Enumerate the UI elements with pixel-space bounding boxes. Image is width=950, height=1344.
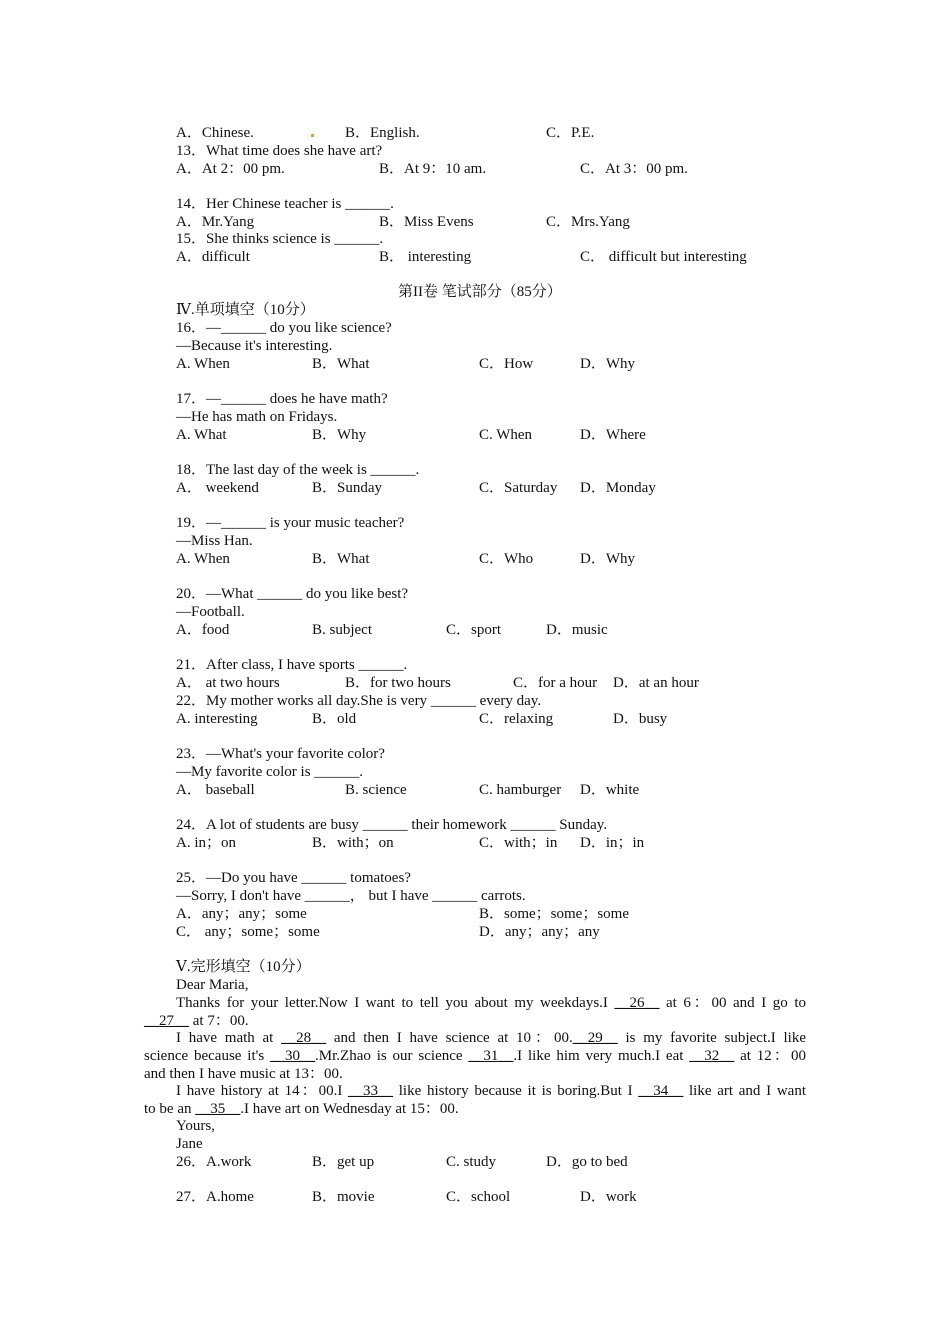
- q21-option-d: D．at an hour: [613, 675, 699, 691]
- q19-option-a: A. When: [176, 551, 230, 567]
- q19-answer-line: —Miss Han.: [176, 533, 253, 549]
- q24-stem: 24．A lot of students are busy ______ their homework ______ Sunday.: [176, 817, 608, 833]
- blank-32: __32__: [689, 1048, 735, 1064]
- q20-stem: 20．—What ______ do you like best?: [176, 586, 409, 602]
- q17-option-b: B．Why: [312, 427, 367, 443]
- q19-option-c: C．Who: [479, 551, 534, 567]
- q22-option-a: A. interesting: [176, 711, 258, 727]
- q21-option-b: B．for two hours: [345, 675, 451, 691]
- q23-option-d: D．white: [580, 782, 640, 798]
- q25-option-c: C． any；some；some: [176, 924, 320, 940]
- blank-34: __34__: [638, 1083, 684, 1099]
- q20-option-b: B. subject: [312, 622, 372, 638]
- q18-option-a: A． weekend: [176, 480, 259, 496]
- q22-option-d: D．busy: [613, 711, 668, 727]
- q24-option-c: C．with；in: [479, 835, 558, 851]
- q16-option-a: A. When: [176, 356, 230, 372]
- blank-29: __29__: [572, 1030, 618, 1046]
- q23-option-a: A． baseball: [176, 782, 255, 798]
- q13-stem: 13．What time does she have art?: [176, 143, 383, 159]
- q21-option-a: A． at two hours: [176, 675, 280, 691]
- q26-option-b: B．get up: [312, 1154, 375, 1170]
- q17-answer-line: —He has math on Fridays.: [176, 409, 338, 425]
- q27-option-c: C．school: [446, 1189, 511, 1205]
- q14-option-a: A．Mr.Yang: [176, 214, 255, 230]
- q12-option-b: B．English.: [345, 125, 420, 141]
- blank-28: __28__: [281, 1030, 327, 1046]
- letter-paragraph-2-line-2: science because it's __30__.Mr.Zhao is our science __31__.I like him very much.I eat __32__ at 12：00: [144, 1048, 806, 1064]
- q23-option-c: C. hamburger: [479, 782, 562, 798]
- decorative-dot: [311, 134, 314, 137]
- blank-27: __27__: [144, 1013, 189, 1029]
- q14-option-b: B．Miss Evens: [379, 214, 474, 230]
- q20-answer-line: —Football.: [176, 604, 245, 620]
- q16-option-b: B．What: [312, 356, 370, 372]
- q21-option-c: C．for a hour: [513, 675, 598, 691]
- letter-paragraph-1-line-2: __27__ at 7：00.: [144, 1013, 249, 1029]
- q27-option-b: B．movie: [312, 1189, 375, 1205]
- q19-stem: 19．—______ is your music teacher?: [176, 515, 405, 531]
- q15-stem: 15．She thinks science is ______.: [176, 231, 384, 247]
- section-4-title: Ⅳ.单项填空（10分）: [176, 302, 315, 318]
- q14-option-c: C．Mrs.Yang: [546, 214, 630, 230]
- q23-answer-line: —My favorite color is ______.: [176, 764, 364, 780]
- q25-stem: 25．—Do you have ______ tomatoes?: [176, 870, 411, 886]
- q15-option-a: A．difficult: [176, 249, 250, 265]
- blank-33: __33__: [348, 1083, 394, 1099]
- q23-option-b: B. science: [345, 782, 407, 798]
- q20-option-c: C．sport: [446, 622, 502, 638]
- section-2-title: 第II卷 笔试部分（85分）: [398, 284, 562, 300]
- q16-answer-line: —Because it's interesting.: [176, 338, 333, 354]
- letter-paragraph-2-line-3: and then I have music at 13：00.: [144, 1066, 343, 1082]
- letter-paragraph-3-line-1: I have history at 14：00.I __33__ like history because it is boring.But I __34__ like art and I want: [176, 1083, 806, 1099]
- q22-option-b: B．old: [312, 711, 357, 727]
- q12-option-a: A．Chinese.: [176, 125, 254, 141]
- q15-option-c: C． difficult but interesting: [580, 249, 747, 265]
- q22-option-c: C．relaxing: [479, 711, 554, 727]
- blank-26: __26__: [614, 995, 660, 1011]
- q21-stem: 21．After class, I have sports ______.: [176, 657, 408, 673]
- q25-option-d: D．any；any；any: [479, 924, 600, 940]
- blank-30: __30__: [270, 1048, 316, 1064]
- q24-option-d: D．in；in: [580, 835, 645, 851]
- blank-31: __31__: [468, 1048, 514, 1064]
- q26-option-c: C. study: [446, 1154, 497, 1170]
- section-5-title: Ⅴ.完形填空（10分）: [176, 959, 311, 975]
- q16-option-c: C．How: [479, 356, 534, 372]
- q27-option-a: 27．A.home: [176, 1189, 254, 1205]
- letter-signature: Jane: [176, 1136, 203, 1152]
- q25-option-a: A．any；any；some: [176, 906, 307, 922]
- q23-stem: 23．—What's your favorite color?: [176, 746, 385, 762]
- letter-paragraph-1-line-1: Thanks for your letter.Now I want to tell you about my weekdays.I __26__ at 6：00 and I go to: [176, 995, 806, 1011]
- q17-option-a: A. What: [176, 427, 227, 443]
- q12-option-c: C．P.E.: [546, 125, 595, 141]
- letter-salutation: Dear Maria,: [176, 977, 249, 993]
- q14-stem: 14．Her Chinese teacher is ______.: [176, 196, 394, 212]
- q27-option-d: D．work: [580, 1189, 637, 1205]
- q18-stem: 18．The last day of the week is ______.: [176, 462, 420, 478]
- q18-option-b: B．Sunday: [312, 480, 383, 496]
- q13-option-c: C．At 3：00 pm.: [580, 161, 688, 177]
- q26-option-a: 26．A.work: [176, 1154, 252, 1170]
- q17-stem: 17．—______ does he have math?: [176, 391, 388, 407]
- q22-stem: 22．My mother works all day.She is very ______ every day.: [176, 693, 542, 709]
- q17-option-c: C. When: [479, 427, 533, 443]
- q17-option-d: D．Where: [580, 427, 646, 443]
- q19-option-d: D．Why: [580, 551, 635, 567]
- q24-option-a: A. in；on: [176, 835, 237, 851]
- q13-option-b: B．At 9：10 am.: [379, 161, 487, 177]
- letter-paragraph-2-line-1: I have math at __28__ and then I have science at 10：00.__29__ is my favorite subject.I like: [176, 1030, 806, 1046]
- letter-closing: Yours,: [176, 1118, 215, 1134]
- q16-stem: 16．—______ do you like science?: [176, 320, 392, 336]
- q16-option-d: D．Why: [580, 356, 635, 372]
- q25-answer-line: —Sorry, I don't have ______， but I have ______ carrots.: [176, 888, 526, 904]
- q15-option-b: B． interesting: [379, 249, 472, 265]
- q20-option-d: D．music: [546, 622, 608, 638]
- q19-option-b: B．What: [312, 551, 370, 567]
- q18-option-d: D．Monday: [580, 480, 656, 496]
- letter-paragraph-3-line-2: to be an __35__.I have art on Wednesday at 15：00.: [144, 1101, 459, 1117]
- q25-option-b: B．some；some；some: [479, 906, 629, 922]
- q20-option-a: A．food: [176, 622, 230, 638]
- q18-option-c: C．Saturday: [479, 480, 558, 496]
- q26-option-d: D．go to bed: [546, 1154, 628, 1170]
- blank-35: __35__: [195, 1101, 241, 1117]
- q13-option-a: A．At 2：00 pm.: [176, 161, 285, 177]
- q24-option-b: B．with；on: [312, 835, 394, 851]
